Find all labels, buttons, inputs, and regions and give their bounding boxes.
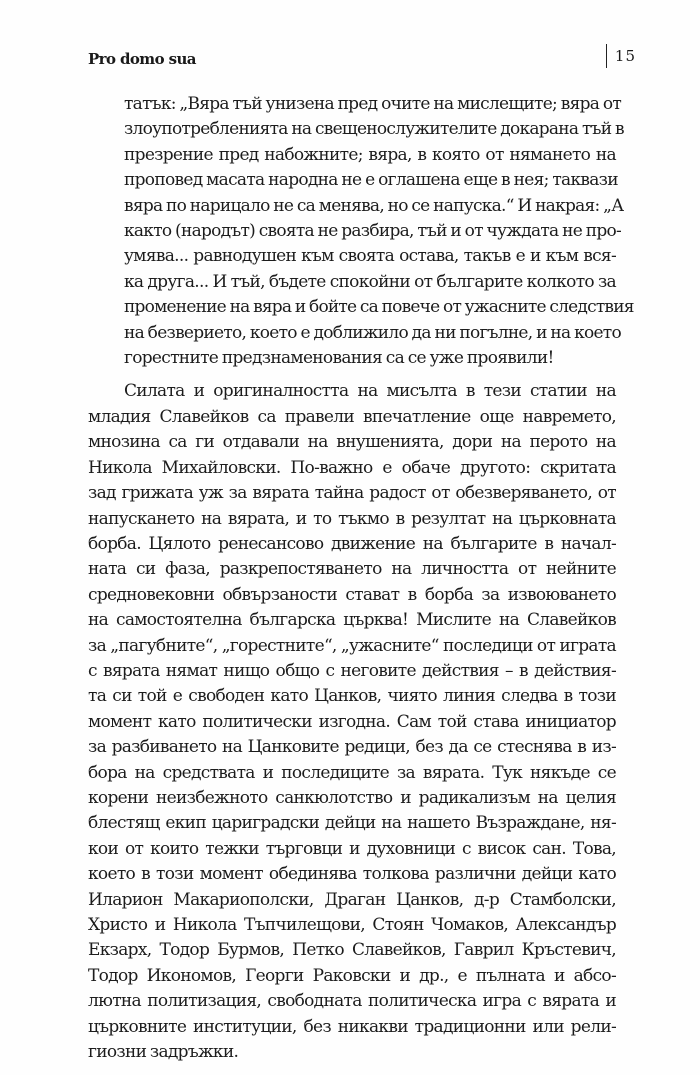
text-line: татък: „Вяра тъй унизена пред очите на мислещите; вяра от	[124, 94, 621, 114]
text-line: Силата и оригиналността на мисълта в тези статии на	[124, 381, 616, 402]
body-text	[88, 92, 634, 1065]
text-line: момент като политически изгодна. Сам той става инициатор	[88, 711, 616, 732]
text-line: средновековни обвързаности стават в борба за извоюването	[88, 584, 616, 605]
text-line: Христо и Никола Тъпчилещови, Стоян Чомаков, Александър	[88, 915, 616, 935]
text-line: гиозни задръжки.	[88, 1042, 239, 1063]
text-line: та си той е свободен като Цанков, чиято линия следва в този	[88, 686, 616, 707]
body-paragraph	[88, 379, 616, 1065]
text-line: променение на вяра и бойте са повече от ужасните следствия	[124, 297, 634, 318]
text-line: Екзарх, Тодор Бурмов, Петко Славейков, Гаврил Кръстевич,	[88, 940, 616, 961]
text-line: кои от които тежки търговци и духовници с висок сан. Това,	[88, 838, 616, 859]
text-line: за разбиването на Цанковите редици, без да се стеснява в из-	[88, 737, 616, 758]
text-line: блестящ екип цариградски дейци на нашето Възраждане, ня-	[88, 813, 616, 834]
text-line: корени неизбежното санкюлотство и радикализъм на целия	[88, 787, 616, 808]
text-line: ната си фаза, разкрепостяването на личността от нейните	[88, 559, 616, 580]
text-line: както (народът) своята не разбира, тъй и от чуждата не про-	[124, 221, 622, 242]
text-line: младия Славейков са правели впечатление още навремето,	[88, 406, 616, 427]
text-line: Иларион Макариополски, Драган Цанков, д-р Стамболски,	[88, 889, 616, 910]
text-line: мнозина са ги отдавали на внушенията, дори на перото на	[88, 432, 616, 453]
text-line: което в този момент обединява толкова различни дейци като	[88, 864, 616, 885]
text-line: напускането на вярата, и то тъкмо в резултат на църковната	[88, 508, 616, 529]
folio-divider	[606, 44, 607, 68]
quoted-paragraph	[88, 92, 634, 371]
text-line: Никола Михайловски. По-важно е обаче другото: скритата	[88, 457, 616, 478]
text-line: с вярата нямат нищо общо с неговите действия – в действия-	[88, 660, 616, 681]
text-line: на самостоятелна българска църква! Мислите на Славейков	[88, 610, 616, 631]
running-title: Pro domo sua	[88, 50, 196, 68]
text-line: зад грижата уж за вярата тайна радост от обезверяването, от	[88, 483, 616, 504]
page-number: 15	[614, 47, 636, 65]
text-line: злоупотребленията на свещенослужителите докарана тъй в	[124, 119, 624, 140]
text-line: презрение пред набожните; вяра, в която от нямането на	[124, 144, 616, 165]
text-line: лютна политизация, свободната политическа игра с вярата и	[88, 991, 616, 1012]
text-line: проповед масата народна не е оглашена еще в нея; таквази	[124, 170, 618, 191]
text-line: на безверието, което е доближило да ни погълне, и на което	[124, 322, 621, 343]
text-line: вяра по нарицало не са менява, но се напуска.“ И накрая: „А	[124, 195, 624, 216]
text-line: горестните предзнаменования са се уже проявили!	[124, 348, 554, 369]
text-line: борба. Цялото ренесансово движение на българите в начал-	[88, 533, 616, 554]
text-line: умява... равнодушен към своята остава, такъв е и към вся-	[124, 246, 616, 267]
text-line: ка друга... И тъй, бъдете спокойни от българите колкото за	[124, 271, 616, 292]
text-line: бора на средствата и последиците за вярата. Тук някъде се	[88, 762, 616, 783]
text-line: за „пагубните“, „горестните“, „ужасните“ последици от играта	[88, 635, 616, 656]
text-line: църковните институции, без никакви традиционни или рели-	[88, 1016, 616, 1037]
text-line: Тодор Икономов, Георги Раковски и др., е пълната и абсо-	[88, 965, 616, 986]
